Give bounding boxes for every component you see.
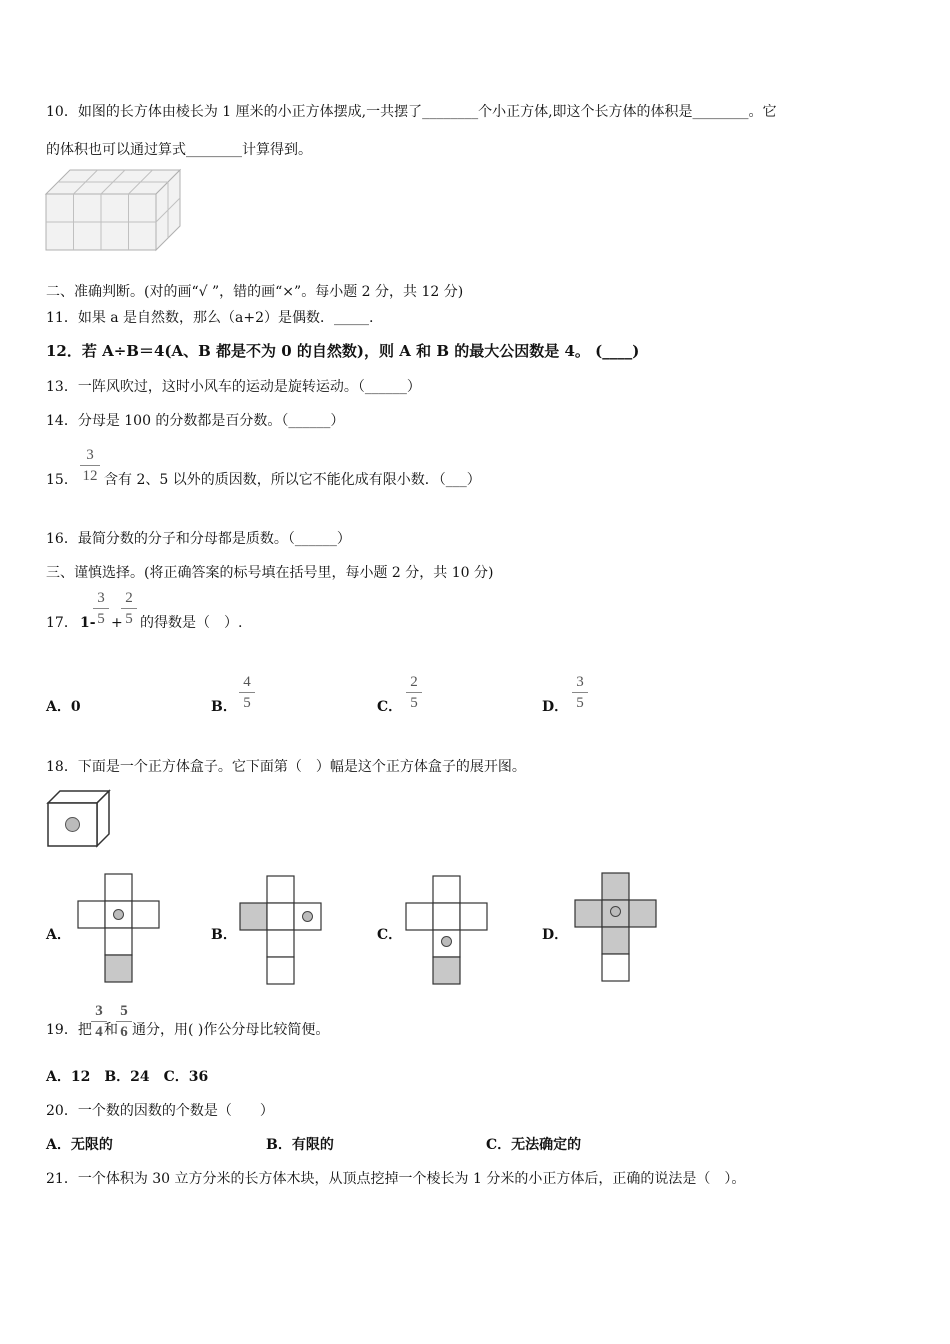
q11-text: 11．如果 a 是自然数，那么（a+2）是偶数．_____.: [46, 310, 374, 326]
cube-net-b: [239, 874, 325, 986]
q17-option-b-fraction: [239, 674, 255, 711]
q17-option-d-fraction: [572, 674, 588, 711]
q17-plus: +: [111, 615, 123, 631]
q17-option-c[interactable]: C．: [377, 699, 403, 715]
fraction-bar: [572, 692, 588, 693]
q19-prefix: 19．把: [46, 1022, 92, 1038]
fraction-denominator: 5: [125, 611, 133, 627]
q20-option-b[interactable]: B．有限的: [266, 1137, 334, 1153]
fraction-bar: [239, 692, 255, 693]
q20-text: 20．一个数的因数的个数是（ ）: [46, 1103, 274, 1119]
fraction-denominator: 5: [410, 695, 418, 711]
q17-option-b[interactable]: B．: [211, 699, 237, 715]
fraction-denominator: 5: [97, 611, 105, 627]
q12-text: 12．若 A÷B＝4(A、B 都是不为 0 的自然数)，则 A 和 B 的最大公因数是 4。 (____): [46, 342, 640, 360]
fraction-bar: [121, 608, 137, 609]
q21-text: 21．一个体积为 30 立方分米的长方体木块，从顶点挖掉一个棱长为 1 分米的小正方体后，正确的说法是（ ）。: [46, 1171, 746, 1187]
fraction-numerator: 2: [125, 590, 133, 606]
q14-text: 14．分母是 100 的分数都是百分数。（______）: [46, 413, 345, 429]
q17-option-a[interactable]: A．0: [46, 699, 81, 715]
cube-net-c: [405, 874, 491, 986]
q19-options[interactable]: A．12 B．24 C．36: [46, 1069, 209, 1085]
section3-heading: 三、谨慎选择。(将正确答案的标号填在括号里，每小题 2 分，共 10 分): [46, 565, 494, 581]
q17-prefix: 17．: [46, 615, 78, 631]
fraction-numerator: 3: [95, 1003, 103, 1019]
q16-text: 16．最简分数的分子和分母都是质数。（______）: [46, 531, 351, 547]
q13-text: 13．一阵风吹过，这时小风车的运动是旋转运动。（______）: [46, 379, 421, 395]
q10-line1: 10．如图的长方体由棱长为 1 厘米的小正方体摆成,一共摆了________个小正方体,即这个长方体的体积是________。它: [46, 104, 777, 120]
fraction-numerator: 3: [576, 674, 584, 690]
fraction-numerator: 4: [243, 674, 251, 690]
q15-fraction: [80, 447, 100, 484]
q19-fraction-2: [116, 1003, 132, 1040]
fraction-numerator: 3: [86, 447, 94, 463]
cuboid-figure: [44, 168, 184, 254]
fraction-bar: [93, 608, 109, 609]
fraction-denominator: 12: [82, 468, 98, 484]
q18-option-a[interactable]: A．: [46, 927, 71, 943]
q17-lead: 1-: [80, 615, 96, 631]
q10-line2: 的体积也可以通过算式________计算得到。: [46, 142, 312, 158]
fraction-bar: [116, 1021, 132, 1022]
q17-option-d[interactable]: D．: [542, 699, 569, 715]
fraction-numerator: 5: [120, 1003, 128, 1019]
q15-prefix: 15．: [46, 472, 78, 488]
fraction-numerator: 2: [410, 674, 418, 690]
cube-net-d: [574, 871, 660, 983]
q18-option-b[interactable]: B．: [211, 927, 237, 943]
fraction-denominator: 5: [576, 695, 584, 711]
q20-option-c[interactable]: C．无法确定的: [486, 1137, 582, 1153]
fraction-numerator: 3: [97, 590, 105, 606]
q19-text: 通分，用( )作公分母比较简便。: [132, 1022, 330, 1038]
q20-option-a[interactable]: A．无限的: [46, 1137, 113, 1153]
section2-heading: 二、准确判断。(对的画“√ ”，错的画“×”。每小题 2 分，共 12 分): [46, 284, 464, 300]
q17-fraction-2: [121, 590, 137, 627]
fraction-bar: [80, 465, 100, 466]
q18-option-d[interactable]: D．: [542, 927, 569, 943]
q17-option-c-fraction: [406, 674, 422, 711]
q18-option-c[interactable]: C．: [377, 927, 403, 943]
q18-text: 18．下面是一个正方体盒子。它下面第（ ）幅是这个正方体盒子的展开图。: [46, 759, 526, 775]
q19-mid: 和: [104, 1022, 118, 1038]
q17-fraction-1: [93, 590, 109, 627]
q17-text: 的得数是（ ）.: [140, 615, 243, 631]
fraction-bar: [406, 692, 422, 693]
cube-box-figure: [46, 789, 112, 849]
fraction-denominator: 5: [243, 695, 251, 711]
cube-net-a: [77, 872, 163, 984]
fraction-denominator: 4: [95, 1024, 103, 1040]
fraction-denominator: 6: [120, 1024, 128, 1040]
q15-text: 含有 2、5 以外的质因数，所以它不能化成有限小数．（___）: [104, 472, 481, 488]
